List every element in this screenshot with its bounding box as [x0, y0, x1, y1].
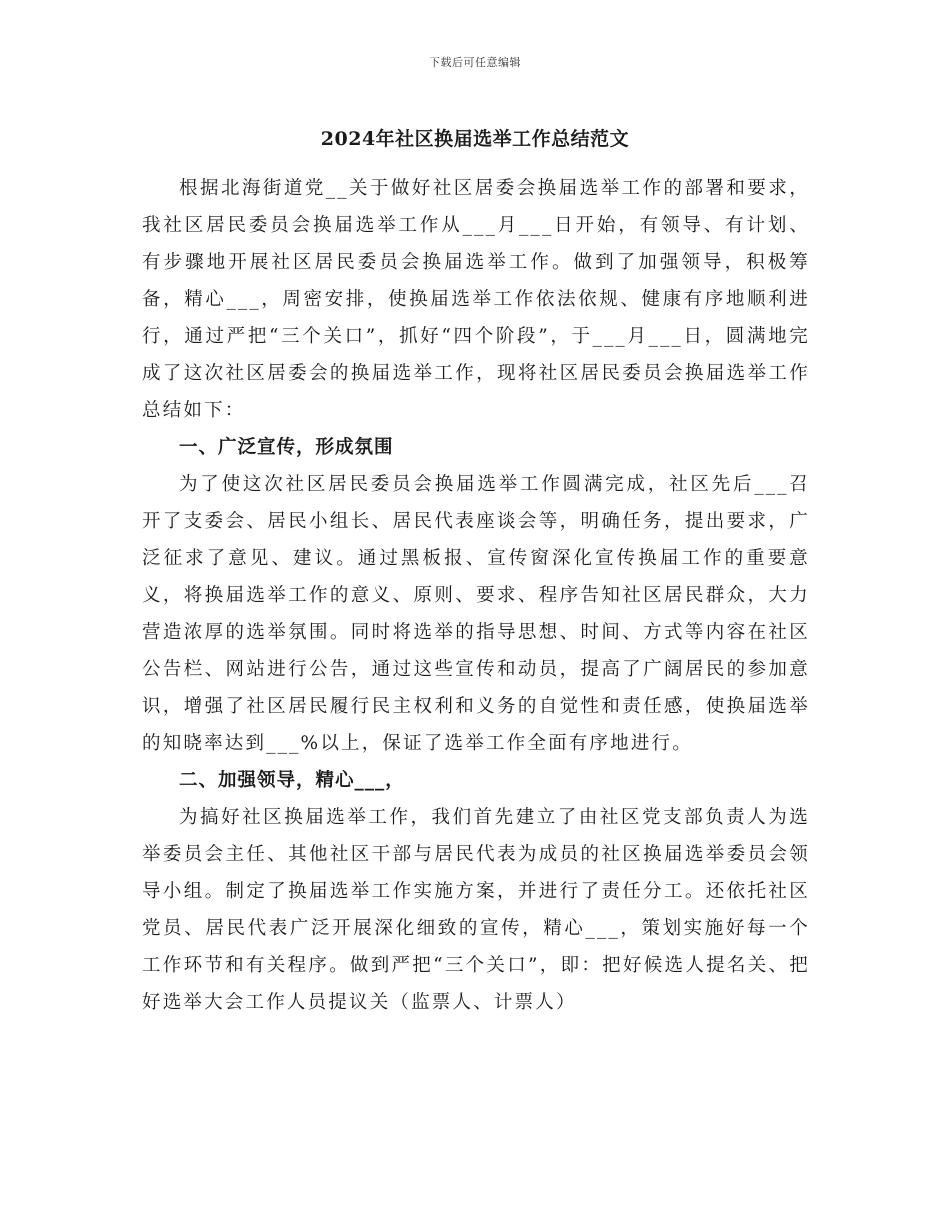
section-heading-2: 二、加强领导，精心___，	[179, 770, 405, 791]
page-header: 下载后可任意编辑	[429, 56, 521, 69]
section-1-paragraph: 为了使这次社区居民委员会换届选举工作圆满完成，社区先后___召开了支委会、居民小组长、居民代表座谈会等，明确任务，提出要求，广泛征求了意见、建议。通过黑板报、宣传窗深化宣传换届工作的重要意义，将换届选举工作的意义、原则、要求、程序告知社区居民群众，大力营造浓厚的选举氛围。同时将选举的指导思想、时间、方式等内容在社区公告栏、网站进行公告，通过这些宣传和动员，提高了广阔居民的参加意识，增强了社区居民履行民主权利和义务的自觉性和责任感，使换届选举的知晓率达到___%以上，保证了选举工作全面有序地进行。	[142, 474, 810, 754]
intro-paragraph: 根据北海街道党__关于做好社区居委会换届选举工作的部署和要求，我社区居民委员会换届选举工作从___月___日开始，有领导、有计划、有步骤地开展社区居民委员会换届选举工作。做到了加强领导，积极筹备，精心___，周密安排，使换届选举工作依法依规、健康有序地顺利进行，通过严把“三个关口”，抓好“四个阶段”，于___月___日，圆满地完成了这次社区居委会的换届选举工作，现将社区居民委员会换届选举工作总结如下：	[142, 178, 810, 421]
section-2-paragraph: 为搞好社区换届选举工作，我们首先建立了由社区党支部负责人为选举委员会主任、其他社区干部与居民代表为成员的社区换届选举委员会领导小组。制定了换届选举工作实施方案，并进行了责任分工。还依托社区党员、居民代表广泛开展深化细致的宣传，精心___，策划实施好每一个工作环节和有关程序。做到严把“三个关口”，即：把好候选人提名关、把好选举大会工作人员提议关（监票人、计票人）	[142, 807, 810, 1013]
section-heading-1: 一、广泛宣传，形成氛围	[179, 437, 394, 458]
document-body	[142, 170, 810, 1021]
document-title: 2024年社区换届选举工作总结范文	[320, 128, 630, 150]
